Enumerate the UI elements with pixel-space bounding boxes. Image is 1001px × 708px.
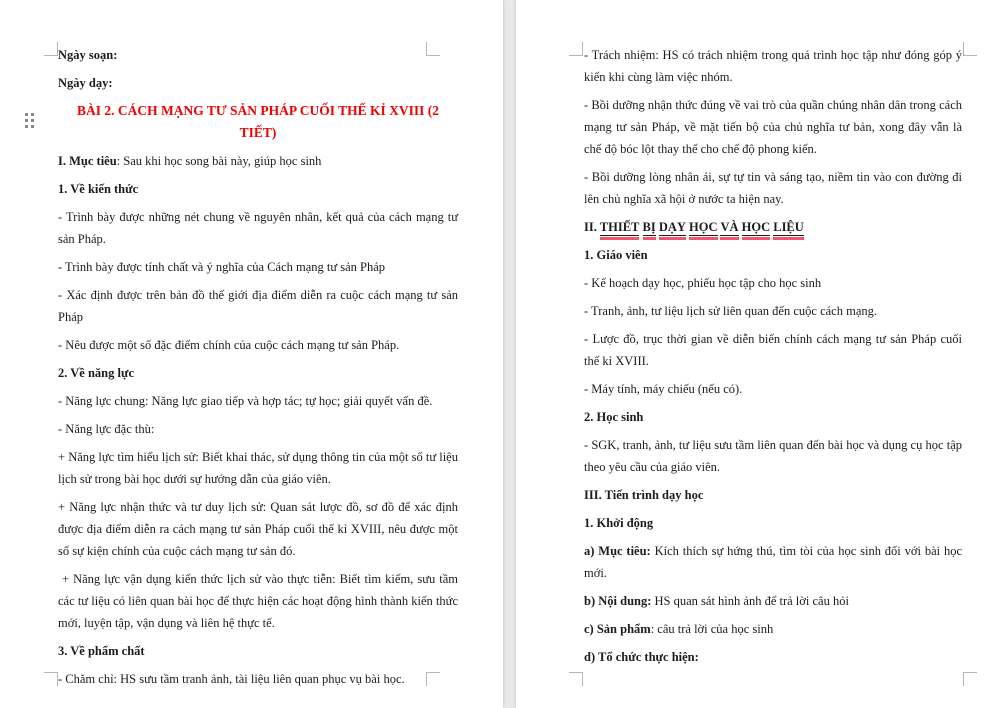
paragraph-text: + Năng lực tìm hiểu lịch sử: Biết khai thác, sử dụng thông tin của một số tư liệu lịch sử trong bài học dưới sự hướng dẫn của giáo viên. <box>58 450 458 486</box>
paragraph-text: 1. Khởi động <box>584 516 654 530</box>
paragraph-text: 1. Giáo viên <box>584 248 648 262</box>
paragraph[interactable] <box>58 568 458 634</box>
nang-luc-heading[interactable] <box>58 362 458 384</box>
paragraph-text: + Năng lực nhận thức và tư duy lịch sử: Quan sát lược đồ, sơ đồ để xác định được địa điểm diễn ra cách mạng tư sản Pháp cuối thế kỉ XVIII, nêu được một số sự kiện chính của cuộc cách mạng tư sản đó. <box>58 500 458 558</box>
margin-crop-mark <box>44 42 58 56</box>
paragraph-lead: c) Sản phẩm <box>584 622 651 636</box>
paragraph-text: - Chăm chỉ: HS sưu tầm tranh ảnh, tài liệu liên quan phục vụ bài học. <box>58 672 405 686</box>
paragraph-text: - Trình bày được những nét chung về nguyên nhân, kết quả của cách mạng tư sản Pháp. <box>58 210 458 246</box>
paragraph-text: Ngày dạy: <box>58 76 113 90</box>
paragraph-text: - Xác định được trên bản đồ thế giới địa điểm diễn ra cuộc cách mạng tư sản Pháp <box>58 288 458 324</box>
paragraph[interactable] <box>58 668 458 690</box>
underlined-word: HỌC <box>689 220 718 234</box>
paragraph-text: Ngày soạn: <box>58 48 118 62</box>
paragraph[interactable] <box>584 272 962 294</box>
paragraph-text: - Trách nhiệm: HS có trách nhiệm trong quá trình học tập như đóng góp ý kiến khi cùng làm việc nhóm. <box>584 48 962 84</box>
paragraph[interactable] <box>58 496 458 562</box>
tien-trinh-heading[interactable] <box>584 484 962 506</box>
ngay-soan-label[interactable] <box>58 44 458 66</box>
paragraph-text: 2. Học sinh <box>584 410 644 424</box>
paragraph[interactable] <box>584 44 962 88</box>
margin-crop-mark <box>44 672 58 686</box>
paragraph[interactable] <box>58 334 458 356</box>
underlined-word: THIẾT <box>599 220 640 234</box>
paragraph[interactable] <box>58 206 458 250</box>
paragraph-text: - Năng lực chung: Năng lực giao tiếp và hợp tác; tự học; giải quyết vấn đề. <box>58 394 433 408</box>
paragraph[interactable] <box>58 390 458 412</box>
lesson-title[interactable] <box>58 100 458 144</box>
paragraph-text: - Nêu được một số đặc điểm chính của cuộc cách mạng tư sản Pháp. <box>58 338 400 352</box>
paragraph-text: : Sau khi học song bài này, giúp học sinh <box>116 154 322 168</box>
paragraph-text: - Bồi dưỡng lòng nhân ái, sự tự tin và sáng tạo, niềm tin vào con đường đi lên chủ nghĩa xã hội ở nước ta hiện nay. <box>584 170 962 206</box>
margin-crop-mark <box>963 42 977 56</box>
paragraph-text: Kích thích sự hứng thú, tìm tòi của học sinh đối với bài học mới. <box>584 544 962 580</box>
paragraph-text: - Tranh, ảnh, tư liệu lịch sử liên quan đến cuộc cách mạng. <box>584 304 877 318</box>
margin-crop-mark <box>426 672 440 686</box>
paragraph-text: BÀI 2. CÁCH MẠNG TƯ SẢN PHÁP CUỐI THẾ KỈ XVIII (2 TIẾT) <box>76 103 440 140</box>
paragraph[interactable] <box>58 284 458 328</box>
paragraph-text: d) Tổ chức thực hiện: <box>584 650 699 664</box>
underlined-word: DẠY <box>658 220 686 234</box>
page-1-text-area[interactable] <box>58 44 458 696</box>
paragraph-text: - Máy tính, máy chiếu (nếu có). <box>584 382 743 396</box>
paragraph[interactable] <box>58 418 458 440</box>
paragraph-text: HS quan sát hình ảnh để trả lời câu hỏi <box>651 594 849 608</box>
pham-chat-heading[interactable] <box>58 640 458 662</box>
ngay-day-label[interactable] <box>58 72 458 94</box>
paragraph[interactable] <box>584 378 962 400</box>
paragraph-text: - Bồi dưỡng nhận thức đúng về vai trò của quần chúng nhân dân trong cách mạng tư sản Pháp, về mặt tiến bộ của chủ nghĩa tư bản, xong đây vẫn là chế độ bóc lột thay thế cho chế độ phong kiến. <box>584 98 962 156</box>
paragraph[interactable] <box>58 446 458 490</box>
paragraph-lead: II. <box>584 220 600 234</box>
paragraph[interactable] <box>584 618 962 640</box>
paragraph[interactable] <box>584 94 962 160</box>
paragraph[interactable] <box>584 300 962 322</box>
paragraph-lead: I. Mục tiêu <box>58 154 117 168</box>
paragraph[interactable] <box>584 434 962 478</box>
khoi-dong-heading[interactable] <box>584 512 962 534</box>
paragraph-text: - Trình bày được tính chất và ý nghĩa của Cách mạng tư sản Pháp <box>58 260 386 274</box>
margin-crop-mark <box>569 672 583 686</box>
underlined-word: VÀ <box>720 220 739 234</box>
paragraph-text: 2. Về năng lực <box>58 366 135 380</box>
paragraph-text: - SGK, tranh, ảnh, tư liệu sưu tầm liên quan đến bài học và dụng cụ học tập theo yêu cầu của giáo viên. <box>584 438 962 474</box>
paragraph-text: : câu trả lời của học sinh <box>650 622 774 636</box>
page-2-text-area[interactable] <box>584 44 962 674</box>
margin-crop-mark <box>963 672 977 686</box>
paragraph-drag-handle-icon[interactable] <box>25 113 35 130</box>
paragraph-lead: b) Nội dung: <box>584 594 652 608</box>
to-chuc-heading[interactable] <box>584 646 962 668</box>
paragraph-text: + Năng lực vận dụng kiến thức lịch sử vào thực tiễn: Biết tìm kiếm, sưu tầm các tư liệu có liên quan bài học để thực hiện các hoạt động hình thành kiến thức mới, luyện tập, vận dụng và liên hệ thực tế. <box>58 572 458 630</box>
paragraph-text: III. Tiến trình dạy học <box>584 488 704 502</box>
paragraph-lead: a) Mục tiêu: <box>584 544 651 558</box>
underlined-word: HỌC <box>741 220 771 234</box>
paragraph-text: - Lược đồ, trục thời gian về diễn biến chính cách mạng tư sản Pháp cuối thế kỉ XVIII. <box>584 332 962 368</box>
thiet-bi-heading[interactable] <box>584 216 962 238</box>
paragraph[interactable] <box>584 540 962 584</box>
paragraph[interactable] <box>58 256 458 278</box>
paragraph-text: - Kế hoạch dạy học, phiếu học tập cho học sinh <box>584 276 822 290</box>
hoc-sinh-heading[interactable] <box>584 406 962 428</box>
paragraph-text: 1. Về kiến thức <box>58 182 139 196</box>
muc-tieu-heading[interactable] <box>58 150 458 172</box>
margin-crop-mark <box>426 42 440 56</box>
kien-thuc-heading[interactable] <box>58 178 458 200</box>
margin-crop-mark <box>569 42 583 56</box>
paragraph-text: - Năng lực đặc thù: <box>58 422 155 436</box>
giao-vien-heading[interactable] <box>584 244 962 266</box>
paragraph[interactable] <box>584 328 962 372</box>
underlined-word: BỊ <box>642 220 656 234</box>
paragraph[interactable] <box>584 590 962 612</box>
paragraph-text: 3. Về phẩm chất <box>58 644 145 658</box>
paragraph[interactable] <box>584 166 962 210</box>
document-page-2 <box>516 0 1001 708</box>
underlined-word: LIỆU <box>773 220 804 234</box>
